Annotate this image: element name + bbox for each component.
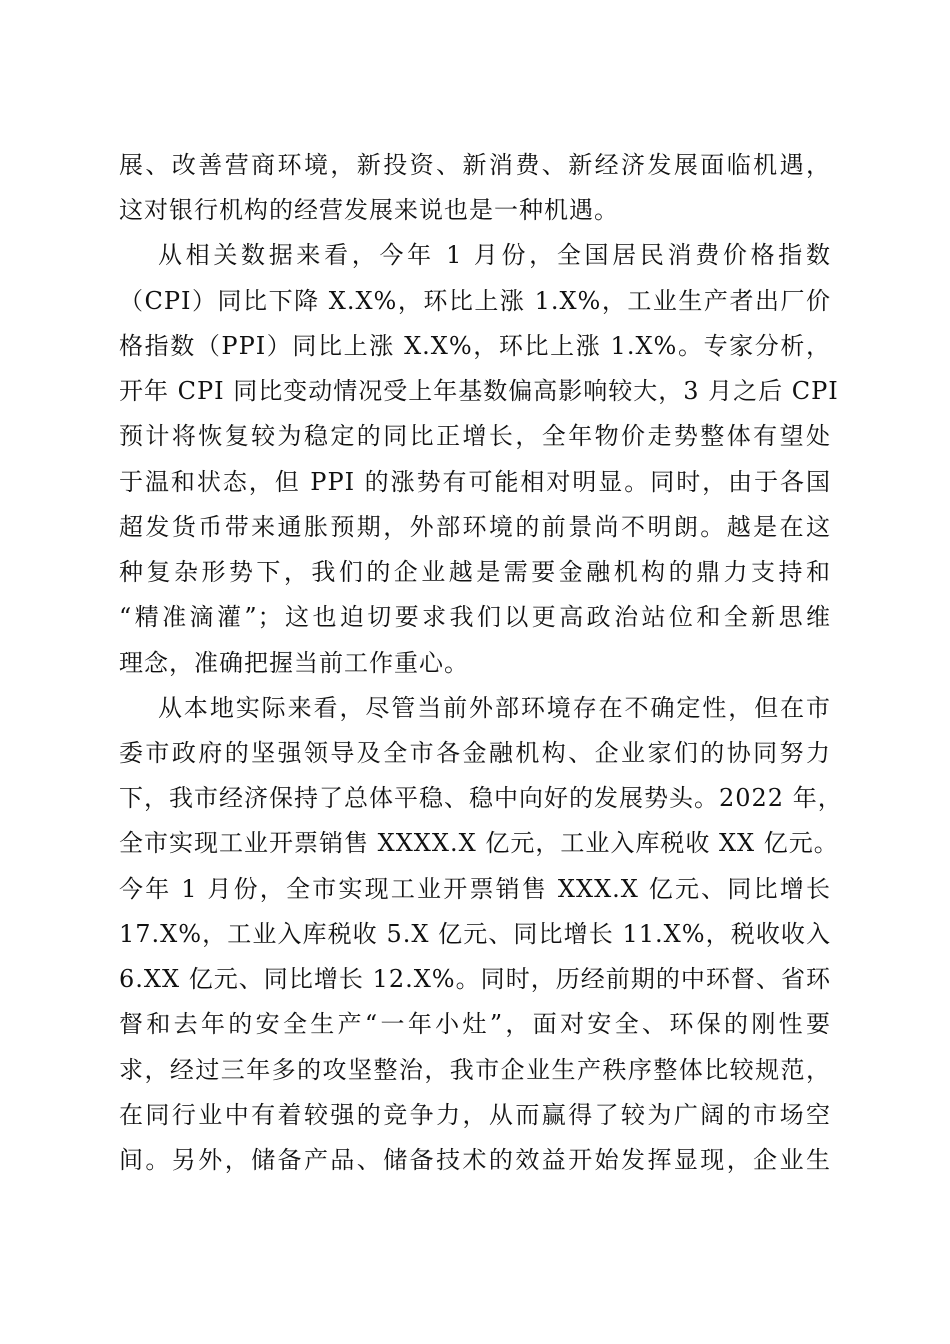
paragraph-line: 17.X%，工业入库税收 5.X 亿元、同比增长 11.X%，税收收入 xyxy=(119,920,831,948)
paragraph-line: 从相关数据来看，今年 1 月份，全国居民消费价格指数 xyxy=(158,241,831,269)
paragraph-line: 格指数（PPI）同比上涨 X.X%，环比上涨 1.X%。专家分析， xyxy=(119,332,831,360)
paragraph-line: 这对银行机构的经营发展来说也是一种机遇。 xyxy=(119,196,619,224)
paragraph-line: 开年 CPI 同比变动情况受上年基数偏高影响较大，3 月之后 CPI xyxy=(119,377,839,405)
paragraph-line: 今年 1 月份，全市实现工业开票销售 XXX.X 亿元、同比增长 xyxy=(119,875,831,903)
paragraph-line: 展、改善营商环境，新投资、新消费、新经济发展面临机遇， xyxy=(119,151,831,179)
paragraph-line: 从本地实际来看，尽管当前外部环境存在不确定性，但在市 xyxy=(158,694,831,722)
paragraph-line: 全市实现工业开票销售 XXXX.X 亿元，工业入库税收 XX 亿元。 xyxy=(119,829,839,857)
paragraph-line: 种复杂形势下，我们的企业越是需要金融机构的鼎力支持和 xyxy=(119,558,831,586)
paragraph-line: 于温和状态，但 PPI 的涨势有可能相对明显。同时，由于各国 xyxy=(119,468,831,496)
paragraph-line: 间。另外，储备产品、储备技术的效益开始发挥显现，企业生 xyxy=(119,1146,831,1174)
paragraph-line: （CPI）同比下降 X.X%，环比上涨 1.X%，工业生产者出厂价 xyxy=(119,287,831,315)
paragraph-line: 超发货币带来通胀预期，外部环境的前景尚不明朗。越是在这 xyxy=(119,513,831,541)
paragraph-line: 预计将恢复较为稳定的同比正增长，全年物价走势整体有望处 xyxy=(119,422,831,450)
paragraph-line: 在同行业中有着较强的竞争力，从而赢得了较为广阔的市场空 xyxy=(119,1101,831,1129)
paragraph-line: 委市政府的坚强领导及全市各金融机构、企业家们的协同努力 xyxy=(119,739,831,767)
paragraph-line: 理念，准确把握当前工作重心。 xyxy=(119,649,469,677)
paragraph-line: 下，我市经济保持了总体平稳、稳中向好的发展势头。2022 年， xyxy=(119,784,843,812)
paragraph-line: 6.XX 亿元、同比增长 12.X%。同时，历经前期的中环督、省环 xyxy=(119,965,831,993)
paragraph-line: “精准滴灌”；这也迫切要求我们以更高政治站位和全新思维 xyxy=(119,603,831,631)
paragraph-line: 督和去年的安全生产“一年小灶”，面对安全、环保的刚性要 xyxy=(119,1010,831,1038)
paragraph-line: 求，经过三年多的攻坚整治，我市企业生产秩序整体比较规范， xyxy=(119,1056,831,1084)
